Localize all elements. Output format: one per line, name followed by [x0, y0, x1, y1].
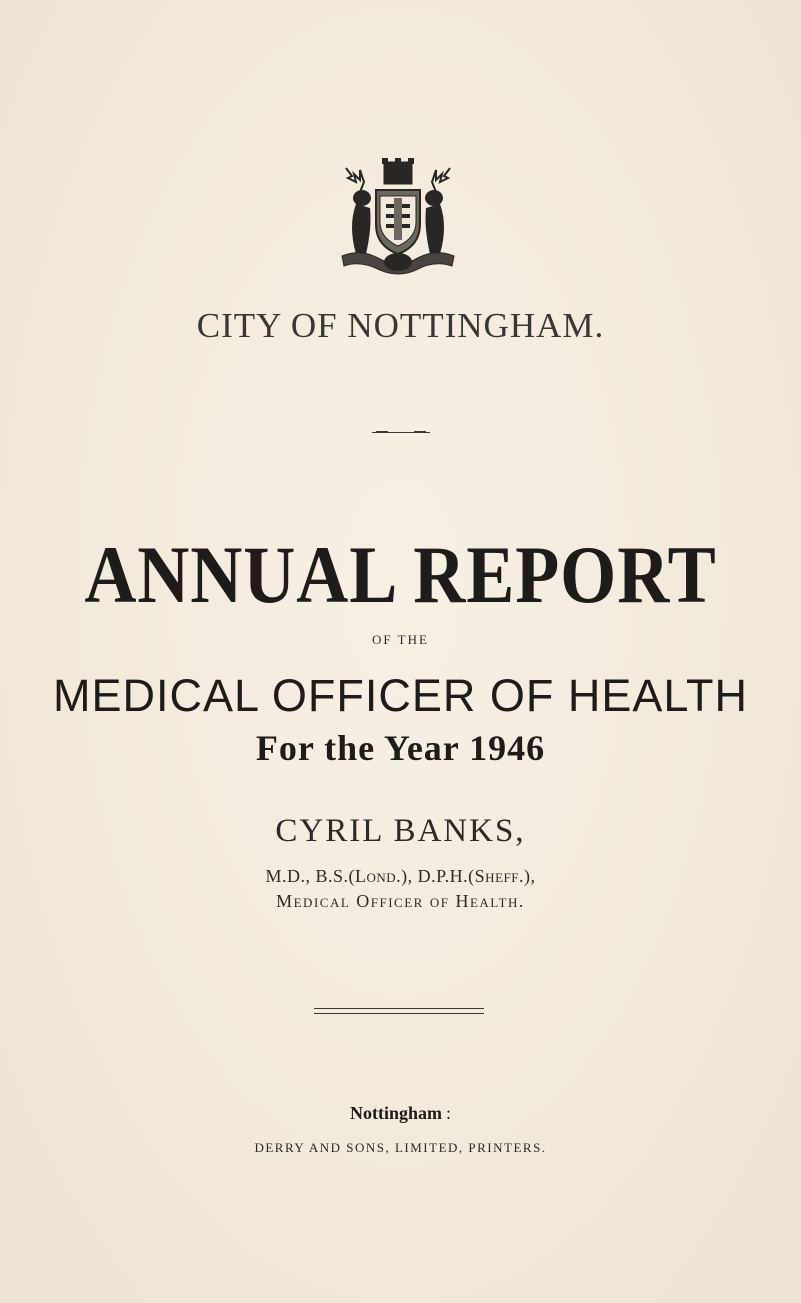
author-role: Medical Officer of Health. [276, 891, 525, 911]
imprint-line [0, 1103, 801, 1124]
city-coat-of-arms-icon [336, 158, 460, 276]
imprint-colon: : [446, 1103, 452, 1123]
main-title: ANNUAL REPORT [84, 529, 717, 620]
ornamental-divider [372, 432, 430, 433]
imprint-place: Nottingham [349, 1103, 442, 1123]
subject-title: MEDICAL OFFICER OF HEALTH [52, 670, 749, 721]
author-qualifications: M.D., B.S.(Lond.), D.P.H.(Sheff.), [265, 866, 536, 886]
double-divider [314, 1008, 484, 1014]
year-line: For the Year 1946 [255, 728, 546, 768]
imprint-printer: DERRY AND SONS, LIMITED, PRINTERS. [254, 1140, 547, 1155]
city-title: CITY OF NOTTINGHAM. [196, 306, 605, 345]
connector-text: OF THE [372, 632, 429, 647]
author-name: CYRIL BANKS, [275, 813, 526, 849]
